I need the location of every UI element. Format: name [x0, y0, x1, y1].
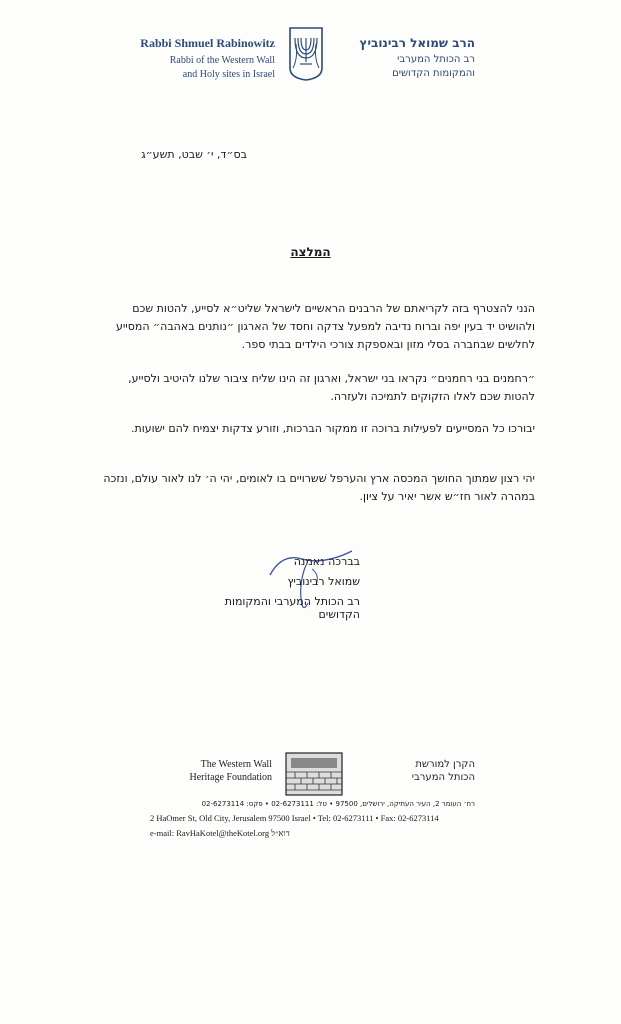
- footer-foundation-en: [150, 758, 272, 784]
- letterhead-hebrew: [330, 36, 475, 81]
- rabbi-title-he-line1: רב הכותל המערבי: [397, 54, 475, 65]
- footer-address-en: 2 HaOmer St, Old City, Jerusalem 97500 Israel • Tel: 02-6273111 • Fax: 02-6273114: [150, 813, 439, 823]
- signature-role: רב הכותל המערבי והמקומות הקדושים: [224, 595, 360, 621]
- signature-closing: בברכה נאמנה: [293, 555, 360, 568]
- rabbi-name-he: הרב שמואל רבינוביץ: [359, 36, 475, 50]
- foundation-name-en-line2: Heritage Foundation: [189, 772, 272, 783]
- foundation-name-en-line1: The Western Wall: [200, 759, 272, 770]
- footer-email: e-mail: RavHaKotel@theKotel.org דוא״ל: [150, 828, 290, 838]
- foundation-name-he-line1: הקרן למורשת: [415, 759, 475, 770]
- letter-date: בס״ד, י׳ שבט, תשע״ג: [141, 148, 247, 161]
- rabbi-title-en-line2: and Holy sites in Israel: [182, 69, 275, 80]
- body-paragraph-2: ״רחמנים בני רחמנים״ נקראו בני ישראל, וארגון זה הינו שליח ציבור שלנו להיטיב ולסייע, להטות שכם לאלו הזקוקים לתמיכה ולעזרה.: [128, 372, 535, 403]
- foundation-name-he-line2: הכותל המערבי: [411, 772, 475, 783]
- footer-foundation-he: [355, 758, 475, 784]
- western-wall-logo-icon: [285, 752, 343, 796]
- letter-title: המלצה: [290, 245, 331, 259]
- footer-address-he: רח׳ העומר 2, העיר העתיקה, ירושלים, 97500 • טל: 02-6273111 • פקס: 02-6273114: [201, 800, 475, 808]
- rabbi-title-en-line1: Rabbi of the Western Wall: [169, 55, 275, 66]
- rabbi-name-en: Rabbi Shmuel Rabinowitz: [140, 36, 275, 50]
- body-paragraph-4: יהי רצון שמתוך החושך המכסה ארץ והערפל שׁשרויים בו לאומים, יהי ה׳ לנו לאור עולם, ונזכה במהרה לאור חז״ש אשר יאיר על ציון.: [103, 472, 535, 503]
- letterhead-english: [130, 36, 275, 82]
- body-paragraph-1: הנני להצטרף בזה לקריאתם של הרבנים הראשיים לישראל שליט״א לסייע, להטות שכם ולהושיט יד בעין יפה וברוח נדיבה למפעל צדקה וחסד של הארגון ״נותנים באהבה״ המסייע לחלשים שבחברה בסלי מזון ובאספקת צורכי הילדים בבתי ספר.: [115, 302, 535, 351]
- body-paragraph-3: יבורכו כל המסייעים לפעילות ברוכה זו ממקור הברכות, וזורע צדקות יצמיח להם ישועות.: [131, 422, 535, 435]
- rabbi-title-he-line2: והמקומות הקדושים: [392, 68, 475, 79]
- signature-name: שמואל רבינוביץ: [287, 575, 360, 588]
- menorah-emblem-icon: [286, 24, 326, 82]
